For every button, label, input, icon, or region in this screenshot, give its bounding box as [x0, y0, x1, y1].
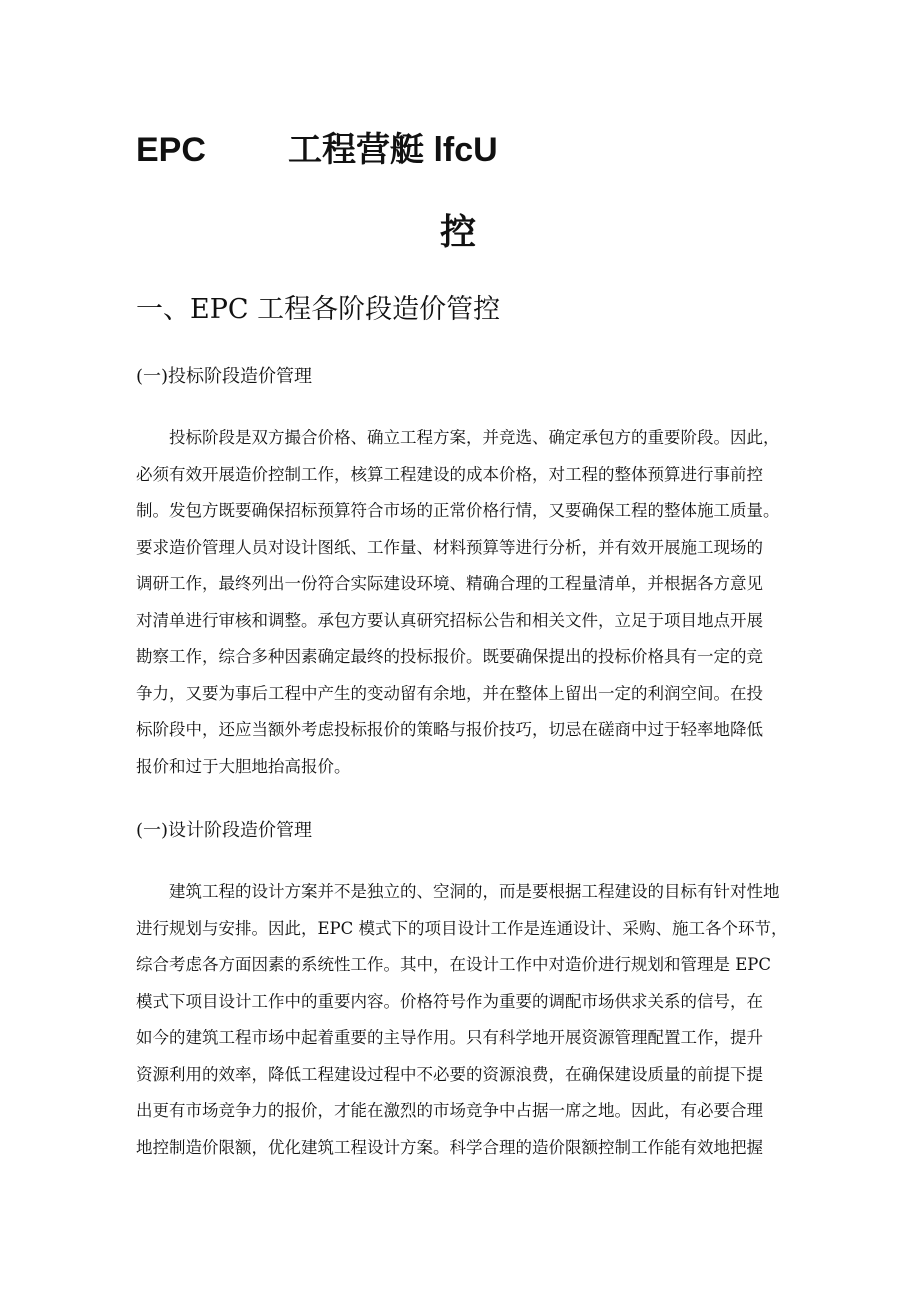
paragraph-line: 标阶段中，还应当额外考虑投标报价的策略与报价技巧，切忌在磋商中过于轻率地降低 — [136, 720, 763, 739]
paragraph-line: 资源利用的效率，降低工程建设过程中不必要的资源浪费，在确保建设质量的前提下提 — [136, 1064, 763, 1084]
section-heading: 一、EPC 工程各阶段造价管控 — [136, 294, 501, 325]
paragraph-line: 模式下项目设计工作中的重要内容。价格符号作为重要的调配市场供求关系的信号，在 — [136, 991, 763, 1011]
title-continuation: 控 — [440, 212, 477, 253]
paragraph-line: 建筑工程的设计方案并不是独立的、空洞的，而是要根据工程建设的目标有针对性地 — [169, 882, 780, 901]
subsection-heading-bidding: (一)投标阶段造价管理 — [136, 366, 313, 387]
paragraph-line: 地控制造价限额，优化建筑工程设计方案。科学合理的造价限额控制工作能有效地把握 — [136, 1137, 763, 1157]
title-main: 工程营艇 lfcU — [288, 131, 498, 169]
paragraph-line: 如今的建筑工程市场中起着重要的主导作用。只有科学地开展资源管理配置工作，提升 — [136, 1028, 763, 1047]
paragraph-line: 进行规划与安排。因此，EPC 模式下的项目设计工作是连通设计、采购、施工各个环节， — [136, 918, 788, 938]
paragraph-line: 综合考虑各方面因素的系统性工作。其中，在设计工作中对造价进行规划和管理是 EPC — [136, 955, 772, 974]
paragraph-line: 要求造价管理人员对设计图纸、工作量、材料预算等进行分析，并有效开展施工现场的 — [136, 537, 763, 557]
paragraph-line: 争力，又要为事后工程中产生的变动留有余地，并在整体上留出一定的利润空间。在投 — [136, 683, 763, 703]
paragraph-line: 必须有效开展造价控制工作，核算工程建设的成本价格，对工程的整体预算进行事前控 — [136, 464, 763, 484]
paragraph-line: 勘察工作，综合多种因素确定最终的投标报价。既要确保提出的投标价格具有一定的竞 — [136, 647, 763, 666]
paragraph-line: 出更有市场竞争力的报价，才能在激烈的市场竞争中占据一席之地。因此，有必要合理 — [136, 1101, 763, 1120]
paragraph-line: 投标阶段是双方撮合价格、确立工程方案，并竞选、确定承包方的重要阶段。因此， — [169, 428, 780, 447]
paragraph-design — [136, 874, 796, 1166]
paragraph-bidding — [136, 420, 796, 785]
paragraph-line: 调研工作，最终列出一份符合实际建设环境、精确合理的工程量清单，并根据各方意见 — [136, 574, 763, 593]
subsection-heading-design: (一)设计阶段造价管理 — [136, 820, 313, 841]
paragraph-line: 制。发包方既要确保招标预算符合市场的正常价格行情，又要确保工程的整体施工质量。 — [136, 501, 780, 520]
paragraph-line: 报价和过于大胆地抬高报价。 — [136, 756, 351, 776]
paragraph-line: 对清单进行审核和调整。承包方要认真研究招标公告和相关文件，立足于项目地点开展 — [136, 610, 763, 630]
title-epc: EPC — [136, 131, 206, 169]
